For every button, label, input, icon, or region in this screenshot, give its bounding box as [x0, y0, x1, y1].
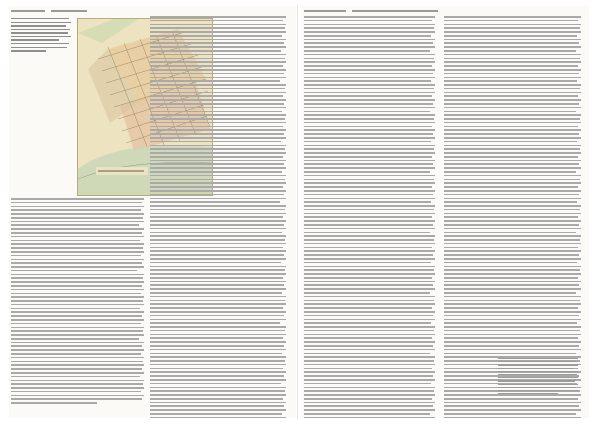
- left-page: [9, 6, 296, 418]
- left-page-body-text-2: [150, 16, 286, 418]
- running-head-right: [304, 10, 464, 15]
- left-page-body-text: [11, 198, 144, 406]
- running-head-left: [11, 10, 131, 15]
- right-page: [302, 6, 589, 418]
- endnotes: [498, 358, 578, 396]
- right-page-body-text: [304, 16, 435, 418]
- gutter: [297, 6, 298, 418]
- plate-caption: [11, 18, 73, 54]
